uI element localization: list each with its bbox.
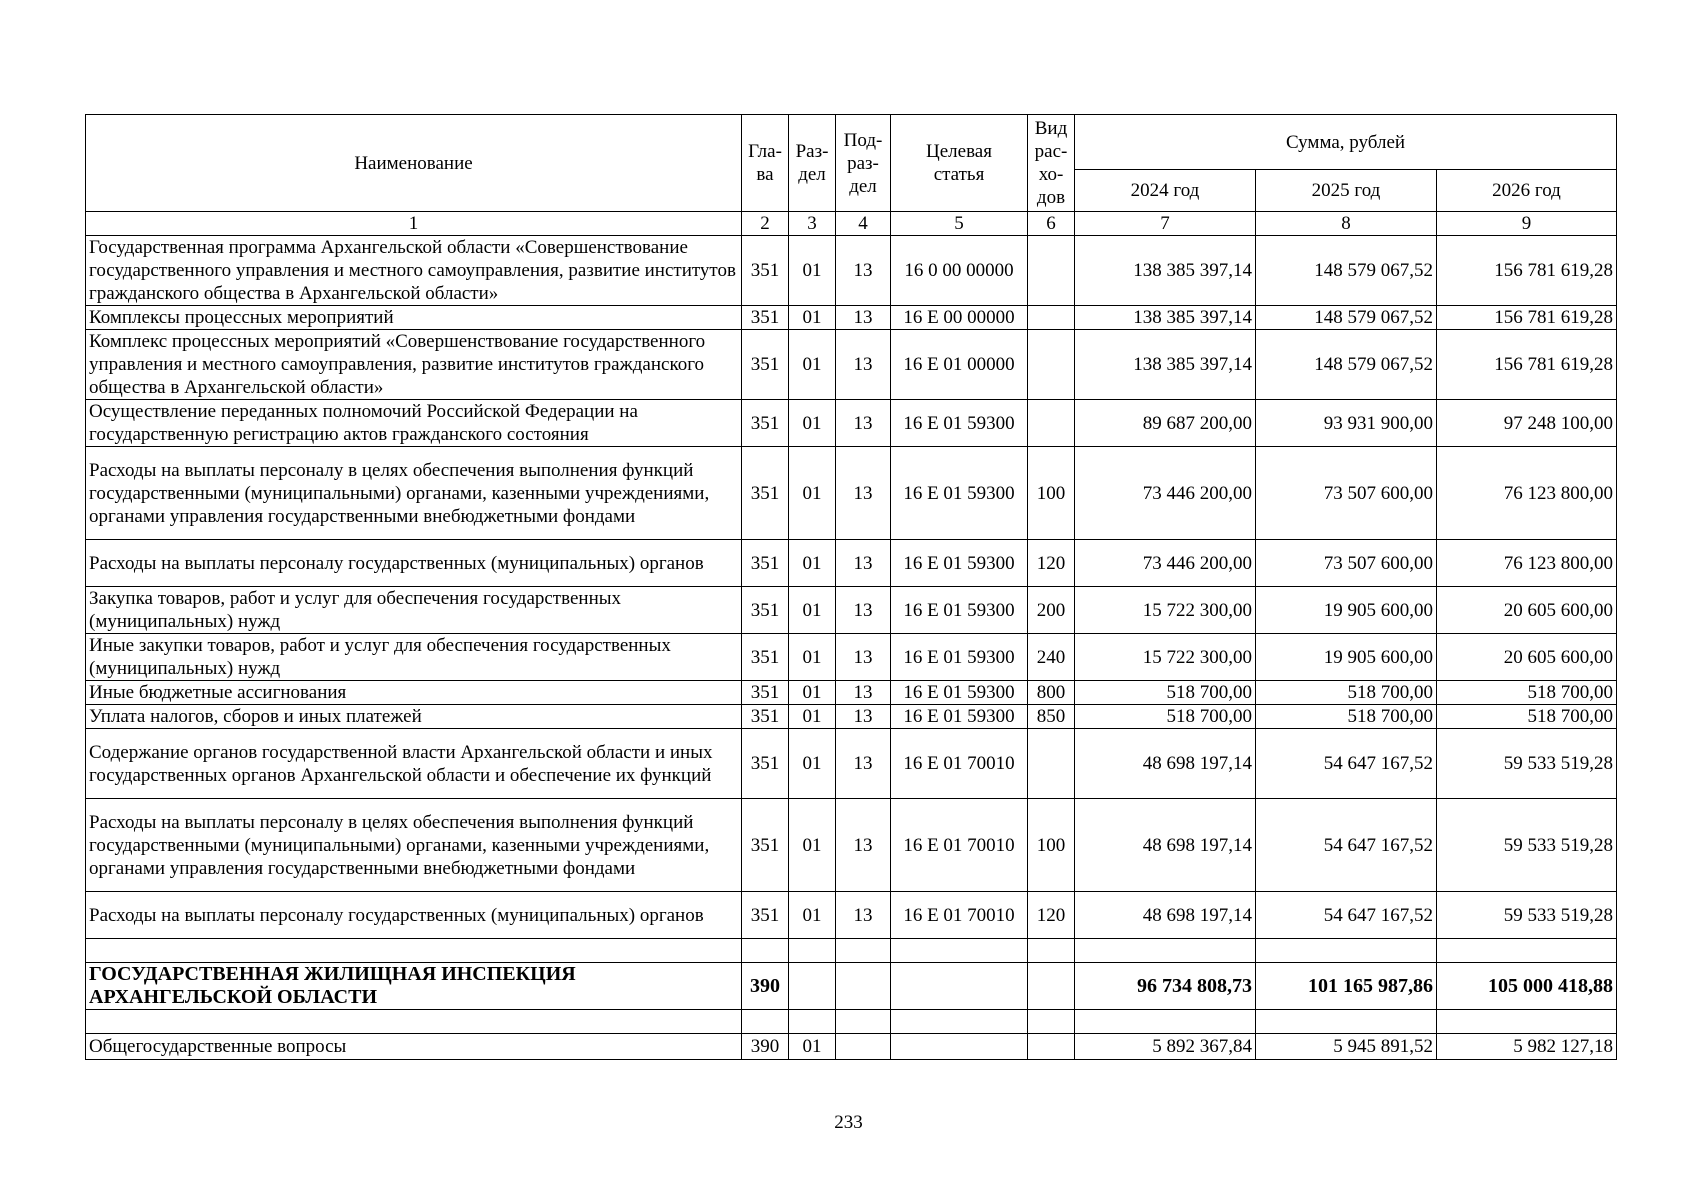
cell-razdel: 01 [789,306,836,330]
cell-name: Осуществление переданных полномочий Российской Федерации на государственную регистрацию актов гражданского состояния [86,400,742,447]
cell-podrazdel: 13 [836,705,891,729]
cell-sum-2026: 156 781 619,28 [1437,330,1617,400]
cell-vid-rashodov: 100 [1028,447,1075,540]
cell-celevaya-statya: 16 Е 01 59300 [891,540,1028,587]
cell-podrazdel: 13 [836,634,891,681]
cell-name: Иные бюджетные ассигнования [86,681,742,705]
cell-vid-rashodov [1028,939,1075,963]
cell-celevaya-statya: 16 Е 00 00000 [891,306,1028,330]
cell-vid-rashodov: 120 [1028,540,1075,587]
cell-sum-2024: 518 700,00 [1075,705,1256,729]
column-number: 4 [836,212,891,236]
table-row [86,634,1617,681]
header-summa: Сумма, рублей [1075,115,1617,170]
cell-razdel [789,1010,836,1034]
cell-celevaya-statya: 16 Е 01 59300 [891,681,1028,705]
table-row [86,1034,1617,1060]
cell-sum-2024: 5 892 367,84 [1075,1034,1256,1060]
header-name: Наименование [86,115,742,212]
cell-sum-2026: 59 533 519,28 [1437,729,1617,799]
cell-sum-2025: 54 647 167,52 [1256,729,1437,799]
budget-table [85,114,1617,1060]
cell-sum-2025: 54 647 167,52 [1256,799,1437,892]
cell-glava: 351 [742,681,789,705]
column-number: 1 [86,212,742,236]
table-row [86,540,1617,587]
cell-glava [742,939,789,963]
cell-celevaya-statya: 16 Е 01 59300 [891,634,1028,681]
cell-sum-2025: 73 507 600,00 [1256,540,1437,587]
cell-celevaya-statya: 16 Е 01 59300 [891,705,1028,729]
cell-glava: 390 [742,963,789,1010]
cell-sum-2026: 156 781 619,28 [1437,236,1617,306]
cell-sum-2026: 20 605 600,00 [1437,587,1617,634]
cell-sum-2024: 48 698 197,14 [1075,892,1256,939]
cell-podrazdel: 13 [836,330,891,400]
cell-celevaya-statya: 16 Е 01 59300 [891,447,1028,540]
cell-glava: 351 [742,634,789,681]
cell-razdel: 01 [789,400,836,447]
cell-sum-2025: 19 905 600,00 [1256,634,1437,681]
cell-glava: 351 [742,729,789,799]
cell-sum-2026: 20 605 600,00 [1437,634,1617,681]
cell-sum-2026 [1437,1010,1617,1034]
cell-podrazdel: 13 [836,540,891,587]
cell-sum-2026: 97 248 100,00 [1437,400,1617,447]
cell-sum-2025: 19 905 600,00 [1256,587,1437,634]
cell-podrazdel [836,963,891,1010]
column-number-row [86,212,1617,236]
header-2025: 2025 год [1256,170,1437,212]
cell-sum-2026: 59 533 519,28 [1437,799,1617,892]
cell-vid-rashodov [1028,729,1075,799]
cell-vid-rashodov [1028,963,1075,1010]
header-vid-rashodov: Вид рас- хо- дов [1028,115,1075,212]
empty-row [86,1010,1617,1034]
cell-glava: 351 [742,306,789,330]
cell-vid-rashodov: 240 [1028,634,1075,681]
table-row [86,330,1617,400]
cell-sum-2025: 148 579 067,52 [1256,236,1437,306]
header-celevaya-statya: Целевая статья [891,115,1028,212]
cell-glava: 351 [742,236,789,306]
table-row [86,400,1617,447]
table-row [86,729,1617,799]
cell-vid-rashodov [1028,1034,1075,1060]
table-row [86,306,1617,330]
cell-sum-2025: 101 165 987,86 [1256,963,1437,1010]
cell-sum-2025: 148 579 067,52 [1256,330,1437,400]
cell-sum-2025: 54 647 167,52 [1256,892,1437,939]
column-number: 8 [1256,212,1437,236]
header-razdel: Раз- дел [789,115,836,212]
cell-sum-2024: 48 698 197,14 [1075,729,1256,799]
cell-sum-2024: 138 385 397,14 [1075,306,1256,330]
cell-sum-2025: 73 507 600,00 [1256,447,1437,540]
cell-razdel: 01 [789,330,836,400]
table-body [86,236,1617,1060]
column-number: 5 [891,212,1028,236]
cell-glava [742,1010,789,1034]
cell-name: Государственная программа Архангельской области «Совершенствование государственного управления и местного самоуправления, развитие институтов гражданского общества в Архангельской области» [86,236,742,306]
cell-podrazdel: 13 [836,799,891,892]
cell-sum-2024: 96 734 808,73 [1075,963,1256,1010]
cell-razdel [789,939,836,963]
cell-glava: 351 [742,799,789,892]
cell-razdel: 01 [789,447,836,540]
cell-name: Комплекс процессных мероприятий «Совершенствование государственного управления и местного самоуправления, развитие институтов гражданского общества в Архангельской области» [86,330,742,400]
cell-name: Расходы на выплаты персоналу государственных (муниципальных) органов [86,892,742,939]
page-number: 233 [834,1112,863,1133]
column-number: 3 [789,212,836,236]
cell-razdel: 01 [789,587,836,634]
cell-podrazdel: 13 [836,236,891,306]
cell-name: Уплата налогов, сборов и иных платежей [86,705,742,729]
cell-vid-rashodov [1028,330,1075,400]
cell-vid-rashodov: 850 [1028,705,1075,729]
cell-sum-2025 [1256,939,1437,963]
cell-sum-2025: 518 700,00 [1256,705,1437,729]
cell-razdel: 01 [789,540,836,587]
cell-sum-2025: 148 579 067,52 [1256,306,1437,330]
table-row [86,587,1617,634]
column-number: 2 [742,212,789,236]
cell-name: Комплексы процессных мероприятий [86,306,742,330]
cell-podrazdel: 13 [836,306,891,330]
cell-podrazdel: 13 [836,729,891,799]
column-number: 6 [1028,212,1075,236]
cell-sum-2025: 5 945 891,52 [1256,1034,1437,1060]
cell-razdel [789,963,836,1010]
cell-podrazdel: 13 [836,681,891,705]
header-podrazdel: Под- раз- дел [836,115,891,212]
cell-name [86,1010,742,1034]
cell-podrazdel: 13 [836,400,891,447]
cell-sum-2024: 518 700,00 [1075,681,1256,705]
cell-podrazdel [836,1010,891,1034]
cell-name: ГОСУДАРСТВЕННАЯ ЖИЛИЩНАЯ ИНСПЕКЦИЯ АРХАНГЕЛЬСКОЙ ОБЛАСТИ [86,963,742,1010]
cell-name [86,939,742,963]
cell-vid-rashodov: 800 [1028,681,1075,705]
cell-name: Расходы на выплаты персоналу в целях обеспечения выполнения функций государственными (муниципальными) органами, казенными учреждениями, органами управления государственными внебюджетными фондами [86,799,742,892]
cell-podrazdel: 13 [836,447,891,540]
cell-sum-2024: 15 722 300,00 [1075,634,1256,681]
cell-sum-2026: 76 123 800,00 [1437,540,1617,587]
cell-razdel: 01 [789,892,836,939]
cell-name: Иные закупки товаров, работ и услуг для обеспечения государственных (муниципальных) нужд [86,634,742,681]
cell-sum-2026: 105 000 418,88 [1437,963,1617,1010]
table-row [86,799,1617,892]
cell-sum-2024: 138 385 397,14 [1075,330,1256,400]
cell-podrazdel: 13 [836,587,891,634]
cell-razdel: 01 [789,634,836,681]
cell-sum-2026: 518 700,00 [1437,681,1617,705]
cell-vid-rashodov [1028,1010,1075,1034]
table-row [86,681,1617,705]
cell-razdel: 01 [789,799,836,892]
cell-name: Расходы на выплаты персоналу в целях обеспечения выполнения функций государственными (муниципальными) органами, казенными учреждениями, органами управления государственными внебюджетными фондами [86,447,742,540]
cell-glava: 351 [742,447,789,540]
cell-sum-2026 [1437,939,1617,963]
cell-name: Расходы на выплаты персоналу государственных (муниципальных) органов [86,540,742,587]
cell-sum-2025 [1256,1010,1437,1034]
cell-sum-2024 [1075,939,1256,963]
cell-sum-2024: 138 385 397,14 [1075,236,1256,306]
table-row [86,447,1617,540]
table-row [86,236,1617,306]
cell-sum-2026: 5 982 127,18 [1437,1034,1617,1060]
cell-glava: 351 [742,705,789,729]
cell-razdel: 01 [789,1034,836,1060]
cell-razdel: 01 [789,705,836,729]
cell-glava: 351 [742,400,789,447]
cell-celevaya-statya [891,1034,1028,1060]
column-number: 7 [1075,212,1256,236]
cell-glava: 390 [742,1034,789,1060]
cell-vid-rashodov: 200 [1028,587,1075,634]
cell-podrazdel [836,939,891,963]
cell-podrazdel: 13 [836,892,891,939]
cell-sum-2024: 89 687 200,00 [1075,400,1256,447]
header-2026: 2026 год [1437,170,1617,212]
cell-celevaya-statya [891,1010,1028,1034]
cell-sum-2024: 73 446 200,00 [1075,540,1256,587]
cell-celevaya-statya: 16 0 00 00000 [891,236,1028,306]
table-row [86,963,1617,1010]
cell-celevaya-statya: 16 Е 01 70010 [891,799,1028,892]
cell-podrazdel [836,1034,891,1060]
cell-razdel: 01 [789,236,836,306]
cell-vid-rashodov [1028,400,1075,447]
cell-vid-rashodov: 100 [1028,799,1075,892]
cell-sum-2024 [1075,1010,1256,1034]
cell-glava: 351 [742,892,789,939]
header-2024: 2024 год [1075,170,1256,212]
cell-sum-2025: 93 931 900,00 [1256,400,1437,447]
cell-sum-2026: 518 700,00 [1437,705,1617,729]
cell-vid-rashodov [1028,236,1075,306]
cell-sum-2026: 59 533 519,28 [1437,892,1617,939]
table-row [86,892,1617,939]
cell-celevaya-statya: 16 Е 01 70010 [891,729,1028,799]
cell-glava: 351 [742,540,789,587]
cell-sum-2024: 15 722 300,00 [1075,587,1256,634]
cell-sum-2024: 73 446 200,00 [1075,447,1256,540]
cell-vid-rashodov [1028,306,1075,330]
cell-celevaya-statya: 16 Е 01 70010 [891,892,1028,939]
cell-celevaya-statya [891,939,1028,963]
cell-celevaya-statya [891,963,1028,1010]
cell-vid-rashodov: 120 [1028,892,1075,939]
cell-name: Закупка товаров, работ и услуг для обеспечения государственных (муниципальных) нужд [86,587,742,634]
cell-celevaya-statya: 16 Е 01 00000 [891,330,1028,400]
cell-name: Содержание органов государственной власти Архангельской области и иных государственных органов Архангельской области и обеспечение их функций [86,729,742,799]
cell-sum-2025: 518 700,00 [1256,681,1437,705]
cell-sum-2026: 76 123 800,00 [1437,447,1617,540]
cell-name: Общегосударственные вопросы [86,1034,742,1060]
table-row [86,705,1617,729]
cell-celevaya-statya: 16 Е 01 59300 [891,400,1028,447]
cell-glava: 351 [742,330,789,400]
cell-celevaya-statya: 16 Е 01 59300 [891,587,1028,634]
cell-razdel: 01 [789,681,836,705]
cell-sum-2024: 48 698 197,14 [1075,799,1256,892]
cell-razdel: 01 [789,729,836,799]
column-number: 9 [1437,212,1617,236]
empty-row [86,939,1617,963]
header-glava: Гла- ва [742,115,789,212]
cell-glava: 351 [742,587,789,634]
cell-sum-2026: 156 781 619,28 [1437,306,1617,330]
